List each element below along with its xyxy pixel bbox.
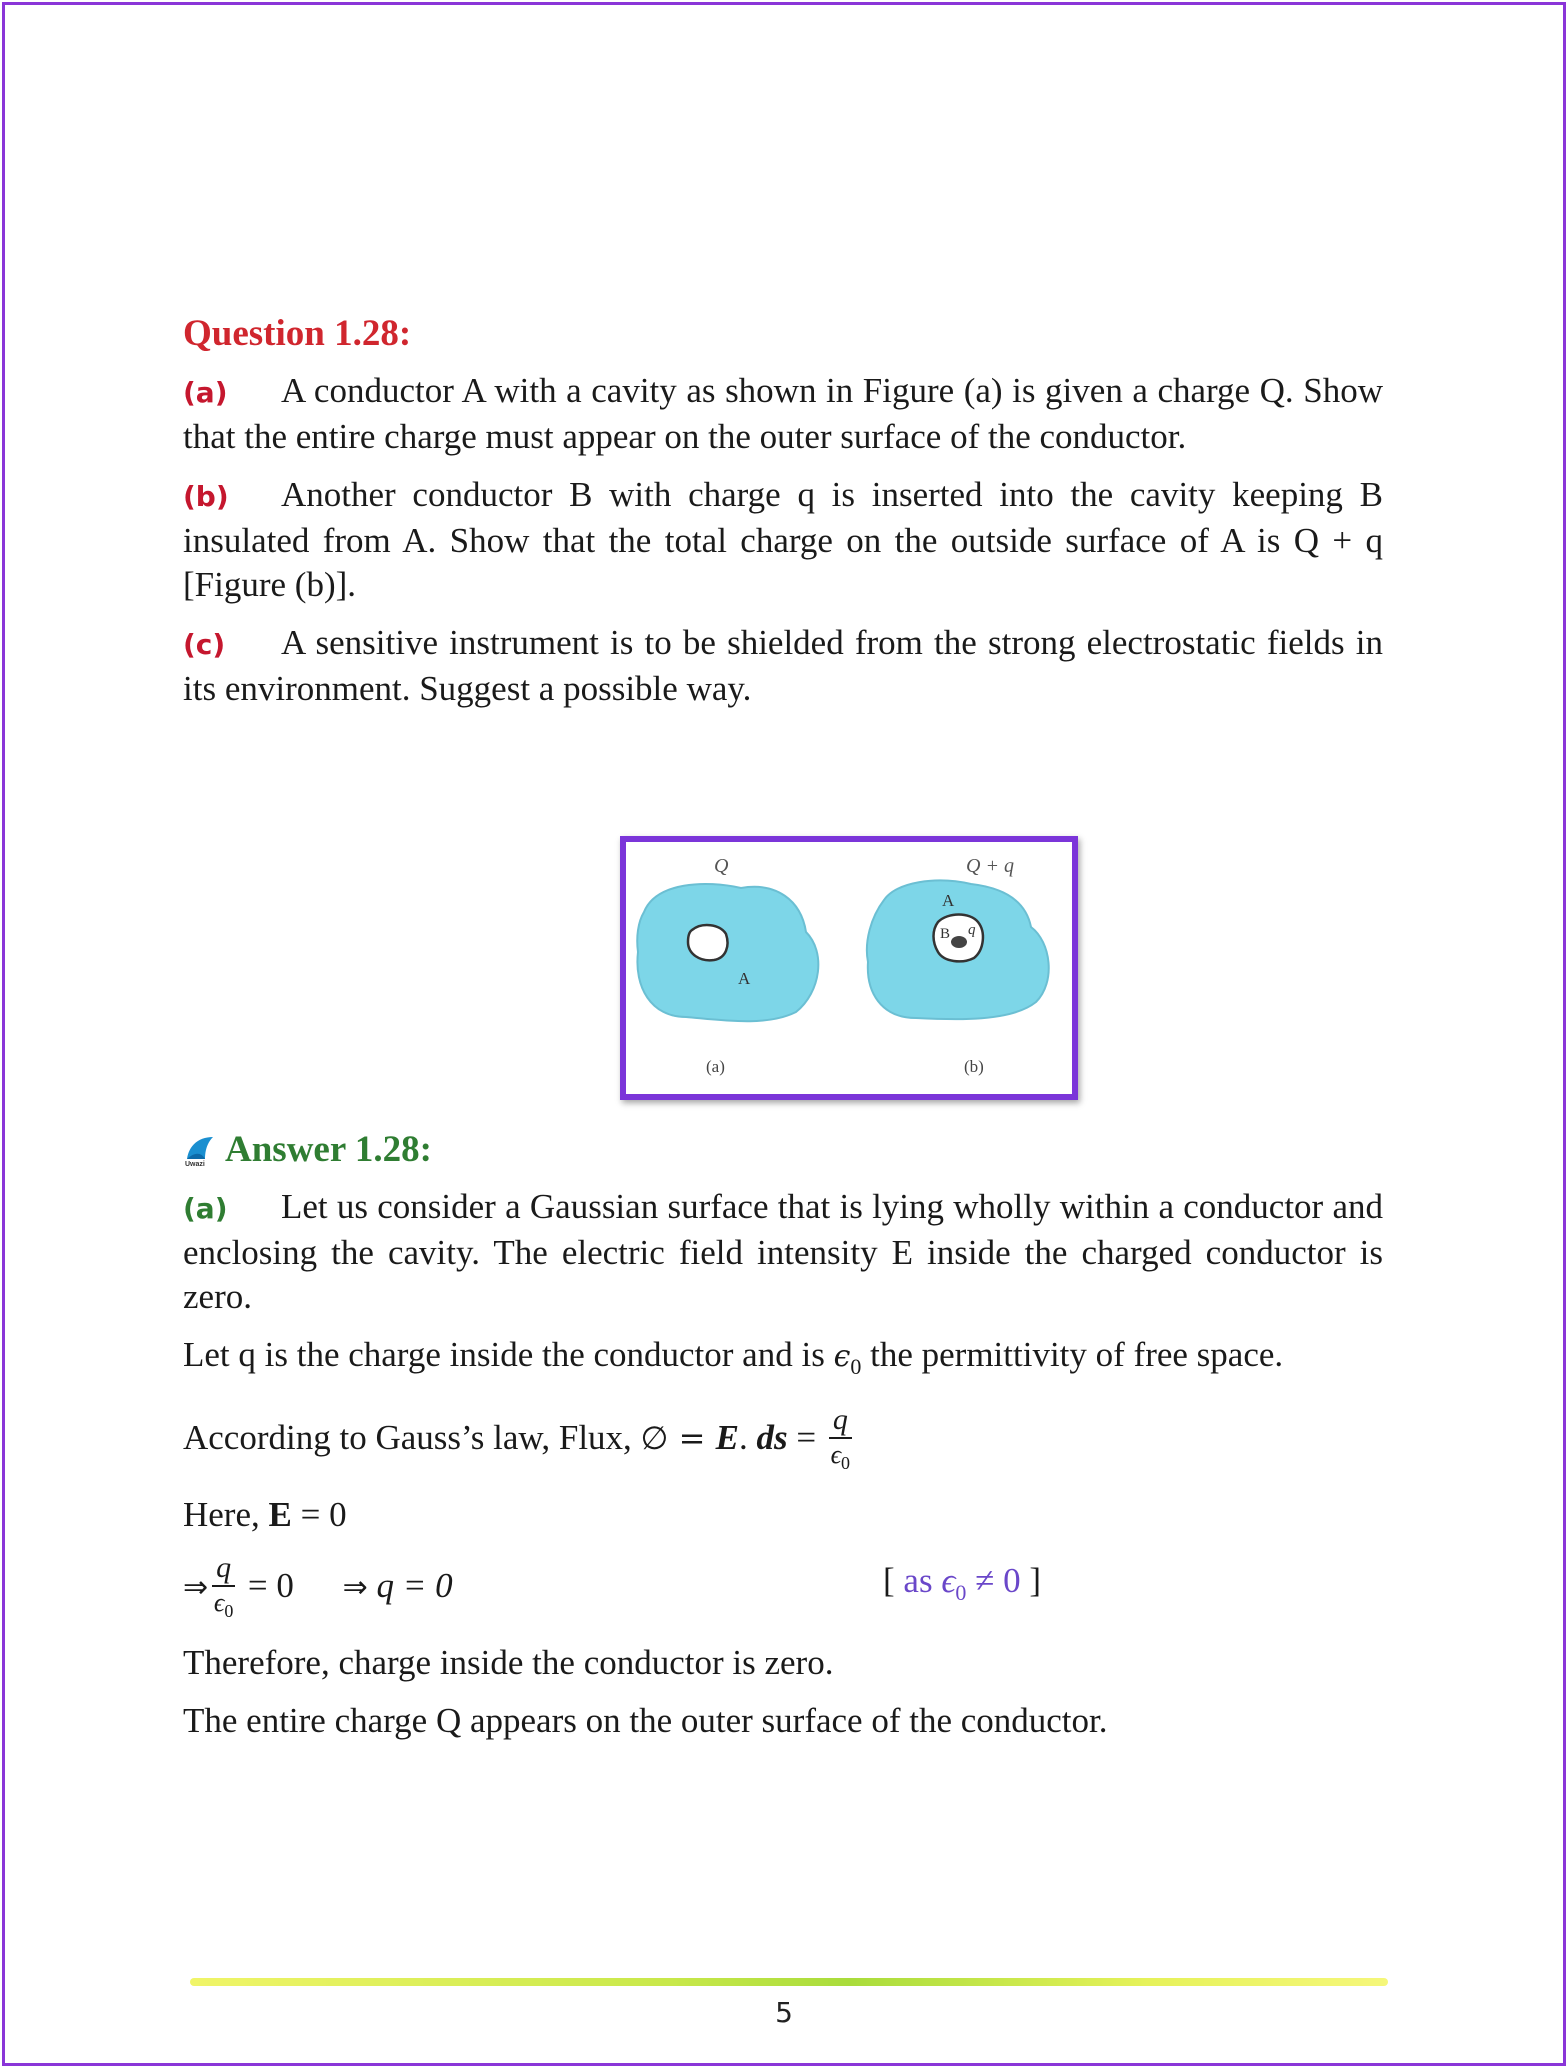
permittivity-line: [183, 1333, 1383, 1389]
footer-divider: [190, 1978, 1388, 1986]
field-vector-E: E: [715, 1418, 739, 1458]
answer-part-a: [183, 1185, 1383, 1319]
question-part-tag: (a): [183, 376, 228, 409]
flux-symbol: ∅ =: [640, 1419, 716, 1458]
answer-title: Answer 1.28:: [225, 1129, 432, 1170]
epsilon-symbol: ϵ: [830, 1440, 842, 1469]
question-part-a: [183, 369, 1383, 459]
text-span: According to Gauss’s law, Flux,: [183, 1418, 641, 1458]
figure-a-conductor-label: A: [738, 969, 751, 988]
figure-b-charge: Q + q: [966, 855, 1014, 877]
fraction-numerator: q: [212, 1551, 235, 1587]
implies-symbol: ⇒: [342, 1570, 368, 1606]
question-part-tag: (c): [183, 628, 226, 661]
bracket-close: ]: [1020, 1561, 1042, 1601]
text-span: the permittivity of free space.: [861, 1335, 1284, 1374]
figure-b-caption: (b): [964, 1057, 984, 1076]
answer-part-tag: (a): [183, 1192, 228, 1225]
note-as: as: [903, 1561, 942, 1601]
question-title: Question 1.28:: [183, 313, 412, 354]
question-part-text: A conductor A with a cavity as shown in Figure (a) is given a charge Q. Show that the entire charge must appear on the outer surface of the conductor.: [183, 371, 1383, 456]
answer-part-text: Let us consider a Gaussian surface that is lying wholly within a conductor and enclosing the cavity. The electric field intensity E inside the charged conductor is zero.: [183, 1187, 1383, 1316]
uwazi-logo-icon: [183, 1133, 217, 1167]
subscript-zero: 0: [224, 1601, 234, 1622]
figure-b-inner-charge: q: [968, 922, 976, 938]
figure-a-charge: Q: [714, 855, 729, 877]
text-span: = 0: [239, 1566, 294, 1606]
equals-symbol: =: [787, 1418, 825, 1458]
q-equals-zero: q = 0: [376, 1566, 453, 1606]
field-E: E: [268, 1495, 292, 1535]
text-span: Here,: [183, 1495, 269, 1535]
question-part-text: Another conductor B with charge q is inserted into the cavity keeping B insulated from A. Show that the total charge on the outside surface of A is Q + q [Figure (b)].: [183, 475, 1383, 604]
bracket-open: [: [883, 1561, 904, 1601]
gauss-law-line: [183, 1403, 1383, 1479]
subscript-zero: 0: [850, 1354, 862, 1379]
figure-svg: [626, 842, 1072, 1094]
question-part-b: [183, 473, 1383, 607]
conductor-figure: [620, 836, 1078, 1100]
answer-title-row: [183, 1128, 1383, 1171]
text-span: = 0: [291, 1495, 347, 1535]
question-part-text: A sensitive instrument is to be shielded from the strong electrostatic fields in its environment. Suggest a possible way.: [183, 623, 1383, 708]
not-equal-zero: ≠ 0: [966, 1561, 1021, 1601]
epsilon-symbol: ϵ: [941, 1561, 956, 1601]
question-part-c: [183, 621, 1383, 711]
fraction-numerator: q: [829, 1403, 852, 1439]
implication-line: [183, 1551, 1383, 1627]
svg-text:Uwazi: Uwazi: [185, 1160, 205, 1167]
subscript-zero: 0: [841, 1453, 851, 1474]
figure-b-conductor-label: A: [942, 891, 955, 910]
area-vector-ds: ds: [756, 1418, 788, 1458]
therefore-line: Therefore, charge inside the conductor is zero.: [183, 1643, 834, 1683]
fraction-q-over-eps: [829, 1403, 852, 1479]
dot-symbol: .: [738, 1418, 757, 1458]
question-part-tag: (b): [183, 480, 229, 513]
inner-conductor-b: [951, 936, 967, 948]
fraction-q-over-eps: [212, 1551, 235, 1627]
fraction-denominator: [212, 1587, 235, 1627]
figure-b-inner-label: B: [940, 926, 951, 942]
content: [183, 312, 1383, 725]
conductor-a-blob: [637, 884, 818, 1021]
answer-section: [183, 1128, 1383, 1757]
here-line: [183, 1493, 1383, 1537]
page-number: 5: [775, 1996, 793, 2029]
cavity-a: [688, 925, 728, 960]
nonzero-note: [883, 1551, 1041, 1623]
text-span: Let q is the charge inside the conductor and is: [183, 1335, 834, 1374]
entire-charge-line: The entire charge Q appears on the outer surface of the conductor.: [183, 1701, 1108, 1741]
subscript-zero: 0: [955, 1580, 967, 1606]
epsilon-symbol: ϵ: [833, 1339, 851, 1374]
implies-symbol: ⇒: [183, 1570, 209, 1606]
fraction-denominator: [829, 1439, 852, 1479]
figure-a-caption: (a): [706, 1057, 725, 1076]
epsilon-symbol: ϵ: [213, 1588, 225, 1618]
